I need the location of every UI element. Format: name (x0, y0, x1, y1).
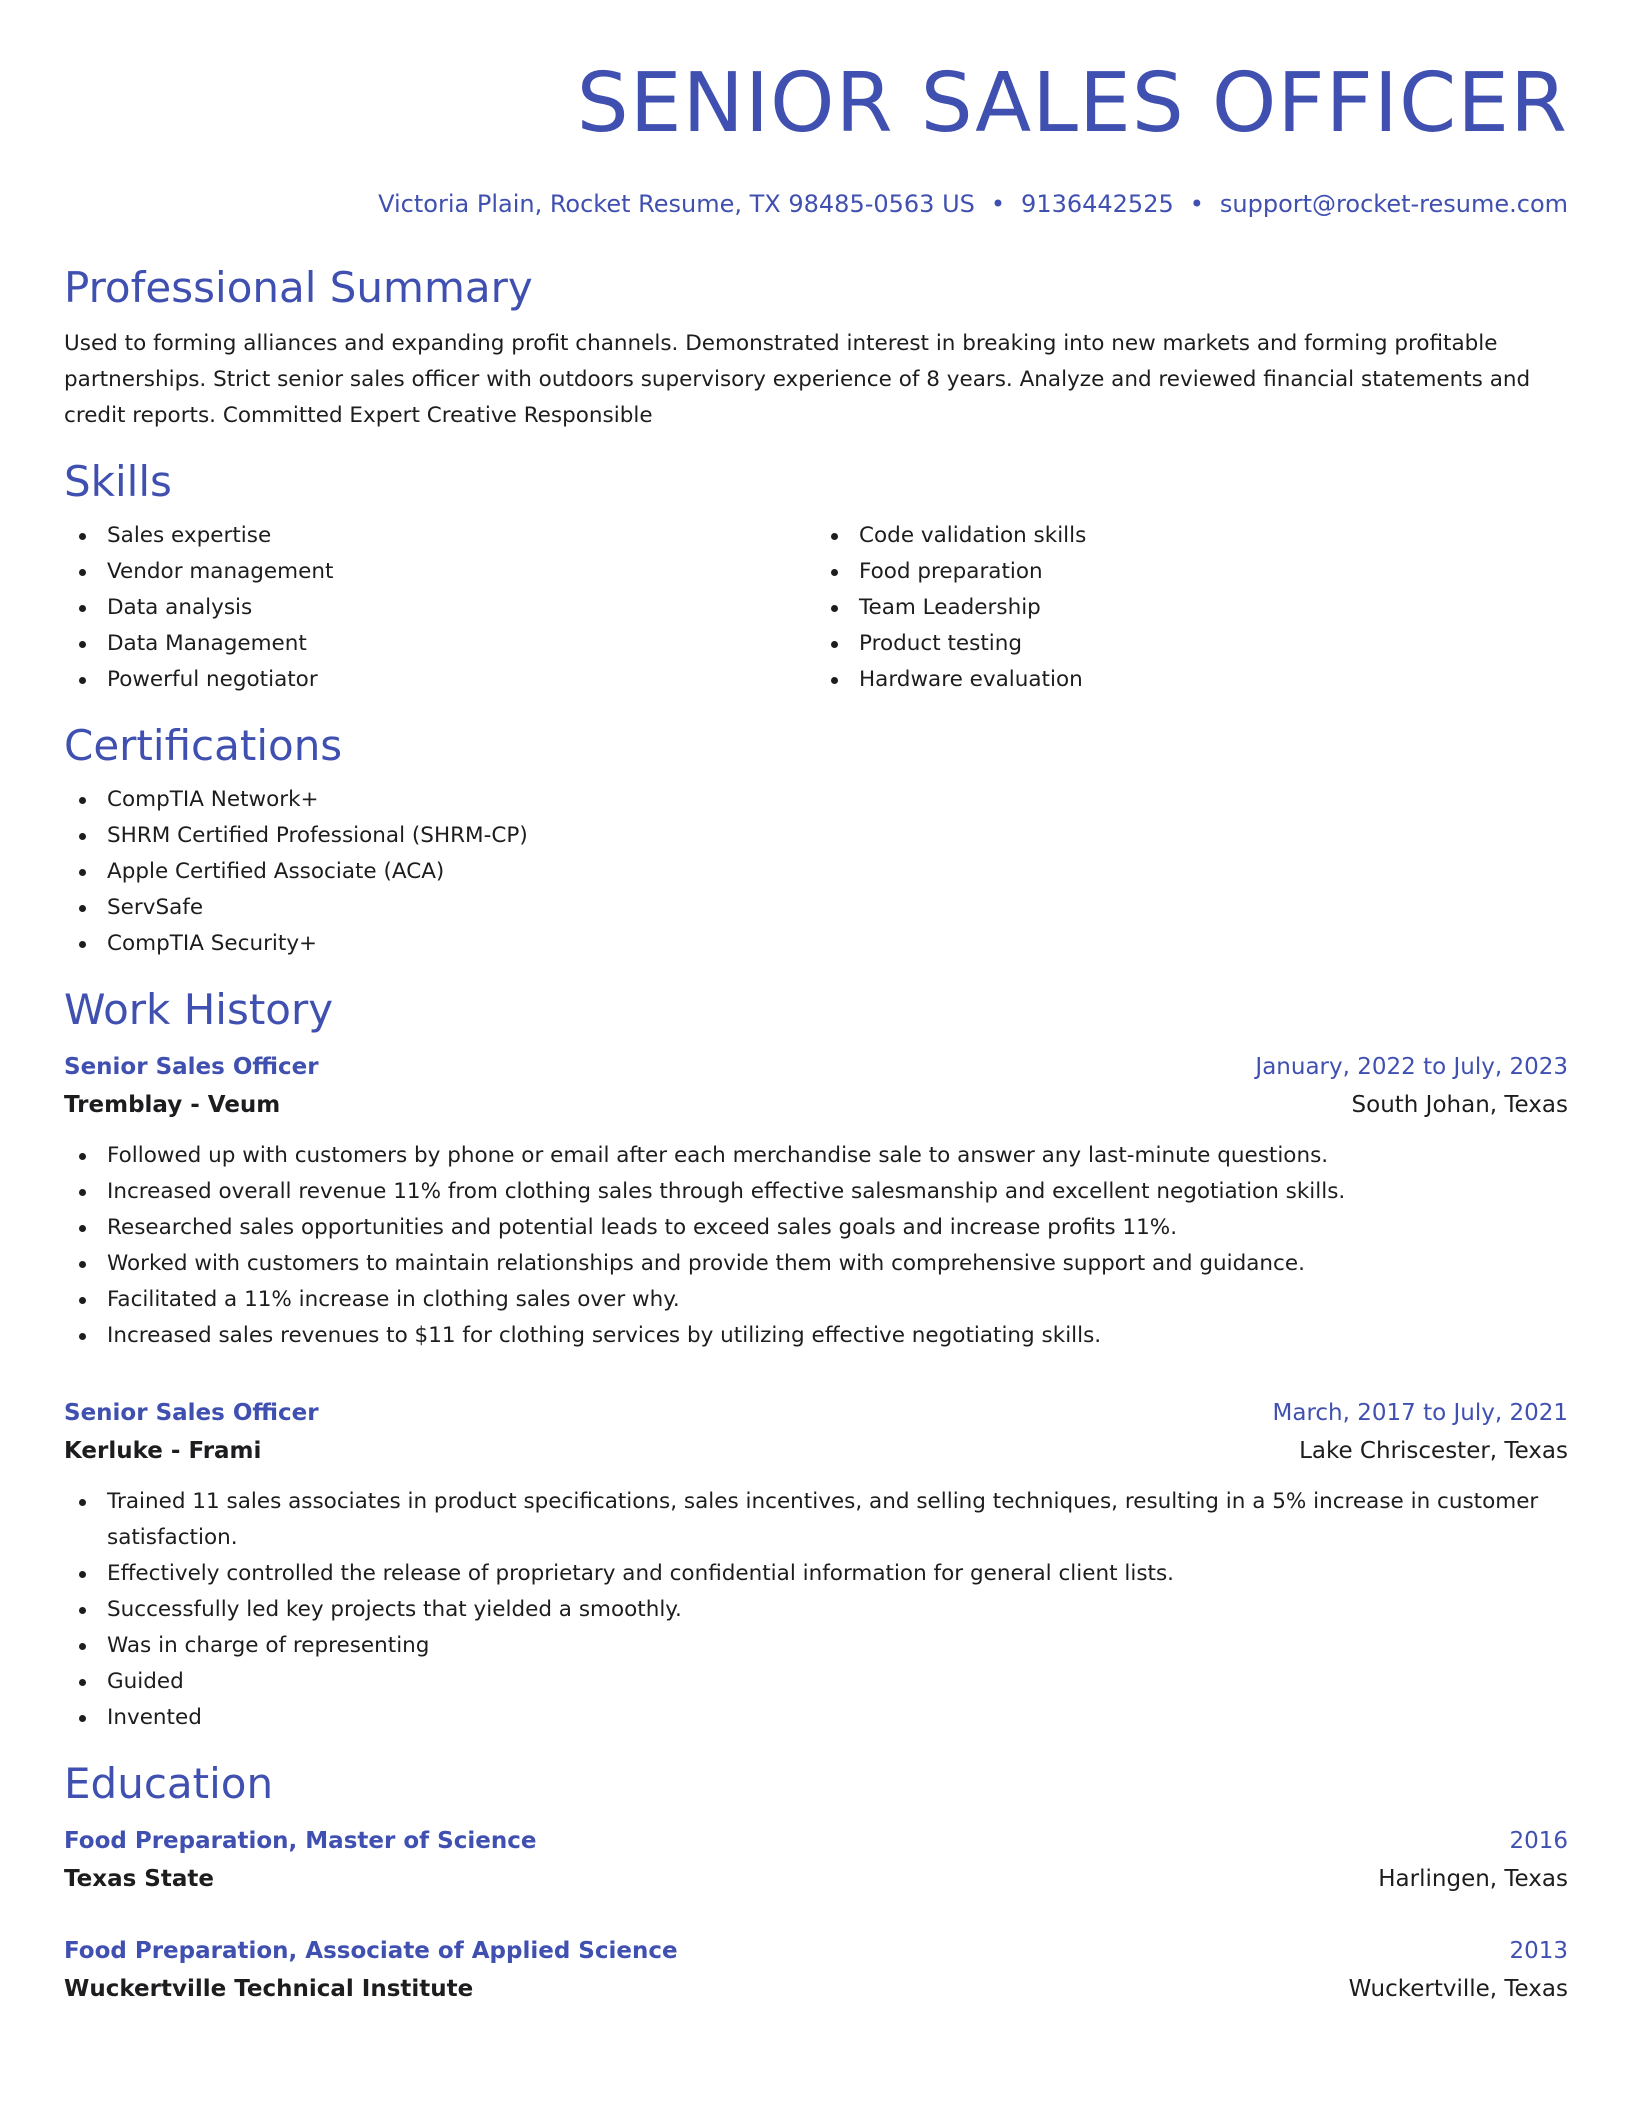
job-bullet: Researched sales opportunities and potential leads to exceed sales goals and increase profits 11%. (64, 1210, 1568, 1246)
job-role: Senior Sales Officer (64, 1054, 319, 1080)
contact-email: support@rocket-resume.com (1219, 190, 1568, 218)
job-dates: January, 2022 to July, 2023 (1255, 1054, 1568, 1080)
job-bullet: Worked with customers to maintain relationships and provide them with comprehensive support and guidance. (64, 1246, 1568, 1282)
professional-summary-section (64, 262, 1568, 434)
job-entry (64, 1048, 1568, 1354)
skill-item: Product testing (816, 626, 1568, 662)
contact-line (64, 190, 1568, 218)
education-year: 2013 (1509, 1938, 1568, 1964)
education-entry (64, 1932, 1568, 2008)
education-header-row (64, 1822, 1568, 1860)
education-school-row (64, 1970, 1568, 2008)
job-header-row (64, 1394, 1568, 1432)
education-school: Texas State (64, 1866, 214, 1892)
job-location: Lake Chriscester, Texas (1299, 1438, 1568, 1464)
certification-item: Apple Certified Associate (ACA) (64, 854, 1568, 890)
job-location: South Johan, Texas (1351, 1092, 1568, 1118)
skill-item: Code validation skills (816, 518, 1568, 554)
job-bullet: Invented (64, 1700, 1568, 1736)
skill-item: Sales expertise (64, 518, 816, 554)
skill-item: Team Leadership (816, 590, 1568, 626)
section-heading: Certifications (64, 721, 343, 770)
job-company-row (64, 1432, 1568, 1470)
section-heading: Work History (64, 985, 334, 1034)
contact-separator: • (990, 190, 1006, 218)
job-bullet: Trained 11 sales associates in product specifications, sales incentives, and selling techniques, resulting in a 5% increase in customer satisfaction. (64, 1484, 1568, 1556)
section-heading: Professional Summary (64, 263, 533, 312)
contact-address: Victoria Plain, Rocket Resume, TX 98485-0563 US (378, 190, 975, 218)
job-dates: March, 2017 to July, 2021 (1272, 1400, 1568, 1426)
job-role: Senior Sales Officer (64, 1400, 319, 1426)
page-title: SENIOR SALES OFFICER (576, 56, 1568, 151)
certifications-list (64, 782, 1568, 962)
skill-item: Powerful negotiator (64, 662, 816, 698)
skills-list-left (64, 518, 816, 698)
skill-item: Food preparation (816, 554, 1568, 590)
work-history-section (64, 984, 1568, 1736)
job-header-row (64, 1048, 1568, 1086)
skill-item: Data Management (64, 626, 816, 662)
job-bullet: Increased sales revenues to $11 for clothing services by utilizing effective negotiating skills. (64, 1318, 1568, 1354)
education-entry (64, 1822, 1568, 1898)
skill-item: Vendor management (64, 554, 816, 590)
job-bullet: Facilitated a 11% increase in clothing sales over why. (64, 1282, 1568, 1318)
skills-section (64, 456, 1568, 698)
job-bullets (64, 1484, 1568, 1736)
job-bullet: Increased overall revenue 11% from clothing sales through effective salesmanship and excellent negotiation skills. (64, 1174, 1568, 1210)
education-school: Wuckertville Technical Institute (64, 1976, 474, 2002)
education-degree: Food Preparation, Master of Science (64, 1828, 537, 1854)
job-bullet: Was in charge of representing (64, 1628, 1568, 1664)
resume-header (64, 0, 1568, 218)
job-entry (64, 1394, 1568, 1736)
job-company: Kerluke - Frami (64, 1438, 262, 1464)
certification-item: CompTIA Security+ (64, 926, 1568, 962)
contact-separator: • (1189, 190, 1204, 218)
education-year: 2016 (1509, 1828, 1568, 1854)
skill-item: Data analysis (64, 590, 816, 626)
education-school-row (64, 1860, 1568, 1898)
job-company-row (64, 1086, 1568, 1124)
job-bullet: Followed up with customers by phone or email after each merchandise sale to answer any last-minute questions. (64, 1138, 1568, 1174)
education-section (64, 1758, 1568, 2008)
certification-item: CompTIA Network+ (64, 782, 1568, 818)
job-bullet: Effectively controlled the release of proprietary and confidential information for general client lists. (64, 1556, 1568, 1592)
job-bullets (64, 1138, 1568, 1354)
job-bullet: Successfully led key projects that yielded a smoothly. (64, 1592, 1568, 1628)
skill-item: Hardware evaluation (816, 662, 1568, 698)
education-header-row (64, 1932, 1568, 1970)
job-company: Tremblay - Veum (64, 1092, 281, 1118)
certification-item: ServSafe (64, 890, 1568, 926)
education-location: Wuckertville, Texas (1348, 1976, 1568, 2002)
contact-phone: 9136442525 (1021, 190, 1174, 218)
certifications-section (64, 720, 1568, 962)
education-location: Harlingen, Texas (1378, 1866, 1568, 1892)
skills-columns (64, 518, 1568, 698)
education-degree: Food Preparation, Associate of Applied Science (64, 1938, 678, 1964)
section-heading: Education (64, 1759, 274, 1808)
section-heading: Skills (64, 457, 172, 506)
summary-text: Used to forming alliances and expanding profit channels. Demonstrated interest in breaking into new markets and forming profitable partnerships. Strict senior sales officer with outdoors supervisory experience of 8 years. Analyze and reviewed financial statements and credit reports. Committed Expert Creative Responsible (64, 331, 1531, 428)
job-bullet: Guided (64, 1664, 1568, 1700)
certification-item: SHRM Certified Professional (SHRM-CP) (64, 818, 1568, 854)
skills-list-right (816, 518, 1568, 698)
